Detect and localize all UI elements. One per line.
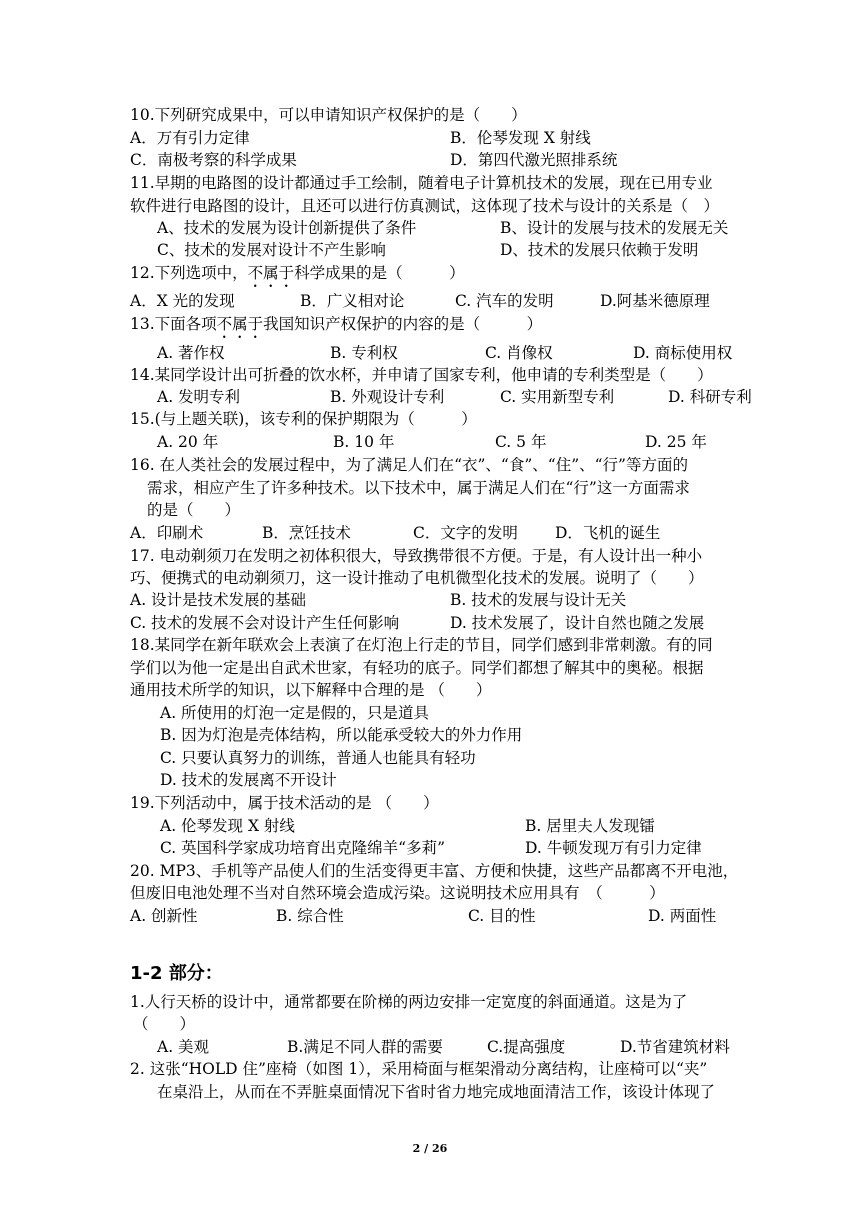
q14-option-d: D. 科研专利 [668, 388, 752, 406]
q10-stem: 10.下列研究成果中，可以申请知识产权保护的是（ ） [130, 106, 527, 124]
q11-line-2: 软件进行电路图的设计，且还可以进行仿真测试，这体现了技术与设计的关系是（ ） [130, 197, 720, 215]
q19-option-b: B. 居里夫人发现镭 [525, 817, 655, 835]
p1-option-d: D.节省建筑材料 [620, 1038, 730, 1056]
q16-option-c: C．文字的发明 [413, 524, 518, 542]
q18-option-c: C. 只要认真努力的训练，普通人也能具有轻功 [160, 749, 476, 767]
q11-line-1: 11.早期的电路图的设计都通过手工绘制，随着电子计算机技术的发展，现在已用专业 [130, 174, 713, 192]
q12-stem [130, 262, 465, 291]
q13-option-b: B. 专利权 [330, 344, 398, 362]
q13-option-c: C. 肖像权 [485, 344, 553, 362]
q16-line-2: 需求，相应产生了许多种技术。以下技术中，属于满足人们在“行”这一方面需求 [147, 479, 690, 497]
q19-stem: 19.下列活动中，属于技术活动的是 （ ） [130, 794, 439, 812]
q12-option-a: A．X 光的发现 [130, 292, 235, 310]
q12-option-b: B．广义相对论 [300, 292, 405, 310]
q12-stem-pre: 12.下列选项中， [130, 264, 248, 282]
q20-option-c: C. 目的性 [468, 907, 536, 925]
p2-line-1: 2. 这张“HOLD 住”座椅（如图 1），采用椅面与框架滑动分离结构，让座椅可以“夹” [130, 1060, 708, 1078]
q15-stem: 15.(与上题关联)，该专利的保护期限为（ ） [130, 410, 477, 428]
q16-option-d: D．飞机的诞生 [555, 524, 661, 542]
q12-stem-post: 科学成果的是（ ） [294, 264, 465, 282]
q12-option-d: D.阿基米德原理 [600, 292, 710, 310]
p1-option-c: C.提高强度 [487, 1038, 566, 1056]
q18-option-d: D. 技术的发展离不开设计 [160, 771, 337, 789]
q15-option-c: C. 5 年 [495, 433, 547, 451]
q14-option-c: C. 实用新型专利 [500, 388, 615, 406]
q10-option-b: B．伦琴发现 X 射线 [450, 129, 591, 147]
q14-option-a: A. 发明专利 [157, 388, 241, 406]
q13-stem-post: 我国知识产权保护的内容的是（ ） [263, 315, 543, 333]
q17-line-1: 17. 电动剃须刀在发明之初体积很大，导致携带很不方便。于是，有人设计出一种小 [130, 547, 703, 565]
q20-option-a: A. 创新性 [130, 907, 198, 925]
p1-option-b: B.满足不同人群的需要 [287, 1038, 443, 1056]
q12-option-c: C. 汽车的发明 [455, 292, 554, 310]
q18-option-b: B. 因为灯泡是壳体结构，所以能承受较大的外力作用 [160, 726, 523, 744]
q18-line-3: 通用技术所学的知识，以下解释中合理的是 （ ） [130, 681, 492, 699]
q19-option-d: D. 牛顿发现万有引力定律 [525, 839, 702, 857]
q13-stem [130, 313, 542, 342]
q17-line-2: 巧、便携式的电动剃须刀，这一设计推动了电机微型化技术的发展。说明了（ ） [130, 569, 704, 587]
q15-option-a: A. 20 年 [157, 433, 219, 451]
q14-option-b: B. 外观设计专利 [330, 388, 445, 406]
q13-option-a: A. 著作权 [157, 344, 225, 362]
q20-line-1: 20. MP3、手机等产品使人们的生活变得更丰富、方便和快捷，这些产品都离不开电池， [130, 862, 739, 880]
q17-option-d: D. 技术发展了，设计自然也随之发展 [450, 614, 705, 632]
q18-line-1: 18.某同学在新年联欢会上表演了在灯泡上行走的节目，同学们感到非常刺激。有的同 [130, 636, 713, 654]
q18-option-a: A. 所使用的灯泡一定是假的，只是道具 [160, 704, 430, 722]
q18-line-2: 学们以为他一定是出自武术世家，有轻功的底子。同学们都想了解其中的奥秘。根据 [130, 659, 704, 677]
q20-option-b: B. 综合性 [276, 907, 344, 925]
p1-option-a: A. 美观 [157, 1038, 210, 1056]
q13-option-d: D. 商标使用权 [633, 344, 733, 362]
section-heading: 1-2 部分： [130, 963, 223, 984]
q11-option-c: C、技术的发展对设计不产生影响 [157, 241, 386, 259]
q16-option-b: B．烹饪技术 [262, 524, 351, 542]
q19-option-a: A. 伦琴发现 X 射线 [160, 817, 295, 835]
q16-option-a: A．印刷术 [130, 524, 204, 542]
q17-option-b: B. 技术的发展与设计无关 [450, 591, 627, 609]
q13-emphasis: 不属于 [216, 315, 264, 333]
q17-option-a: A. 设计是技术发展的基础 [130, 591, 307, 609]
q20-line-2: 但废旧电池处理不当对自然环境会造成污染。这说明技术应用具有 （ ） [130, 884, 665, 902]
q11-option-b: B、设计的发展与技术的发展无关 [500, 219, 729, 237]
p2-line-2: 在桌沿上，从而在不弄脏桌面情况下省时省力地完成地面清洁工作，该设计体现了 [157, 1083, 716, 1101]
q12-emphasis: 不属于 [247, 264, 295, 282]
q14-stem: 14.某同学设计出可折叠的饮水杯，并申请了国家专利，他申请的专利类型是（ ） [130, 366, 713, 384]
q11-option-d: D、技术的发展只依赖于发明 [500, 241, 699, 259]
q17-option-c: C. 技术的发展不会对设计产生任何影响 [130, 614, 400, 632]
q15-option-b: B. 10 年 [333, 433, 395, 451]
q11-option-a: A、技术的发展为设计创新提供了条件 [157, 219, 417, 237]
q13-stem-pre: 13.下面各项 [130, 315, 217, 333]
q19-option-c: C. 英国科学家成功培育出克隆绵羊“多莉” [160, 839, 446, 857]
page-number: 2 / 26 [412, 1142, 448, 1155]
q20-option-d: D. 两面性 [648, 907, 717, 925]
q10-option-a: A．万有引力定律 [130, 129, 250, 147]
q10-option-d: D．第四代激光照排系统 [450, 151, 618, 169]
p1-line-2: （ ） [133, 1015, 196, 1033]
q10-option-c: C．南极考察的科学成果 [130, 151, 297, 169]
q16-line-3: 的是（ ） [147, 501, 241, 519]
q15-option-d: D. 25 年 [645, 433, 707, 451]
q16-line-1: 16. 在人类社会的发展过程中，为了满足人们在“衣”、“食”、“住”、“行”等方面的 [130, 456, 688, 474]
p1-line-1: 1.人行天桥的设计中，通常都要在阶梯的两边安排一定宽度的斜面通道。这是为了 [130, 993, 688, 1011]
